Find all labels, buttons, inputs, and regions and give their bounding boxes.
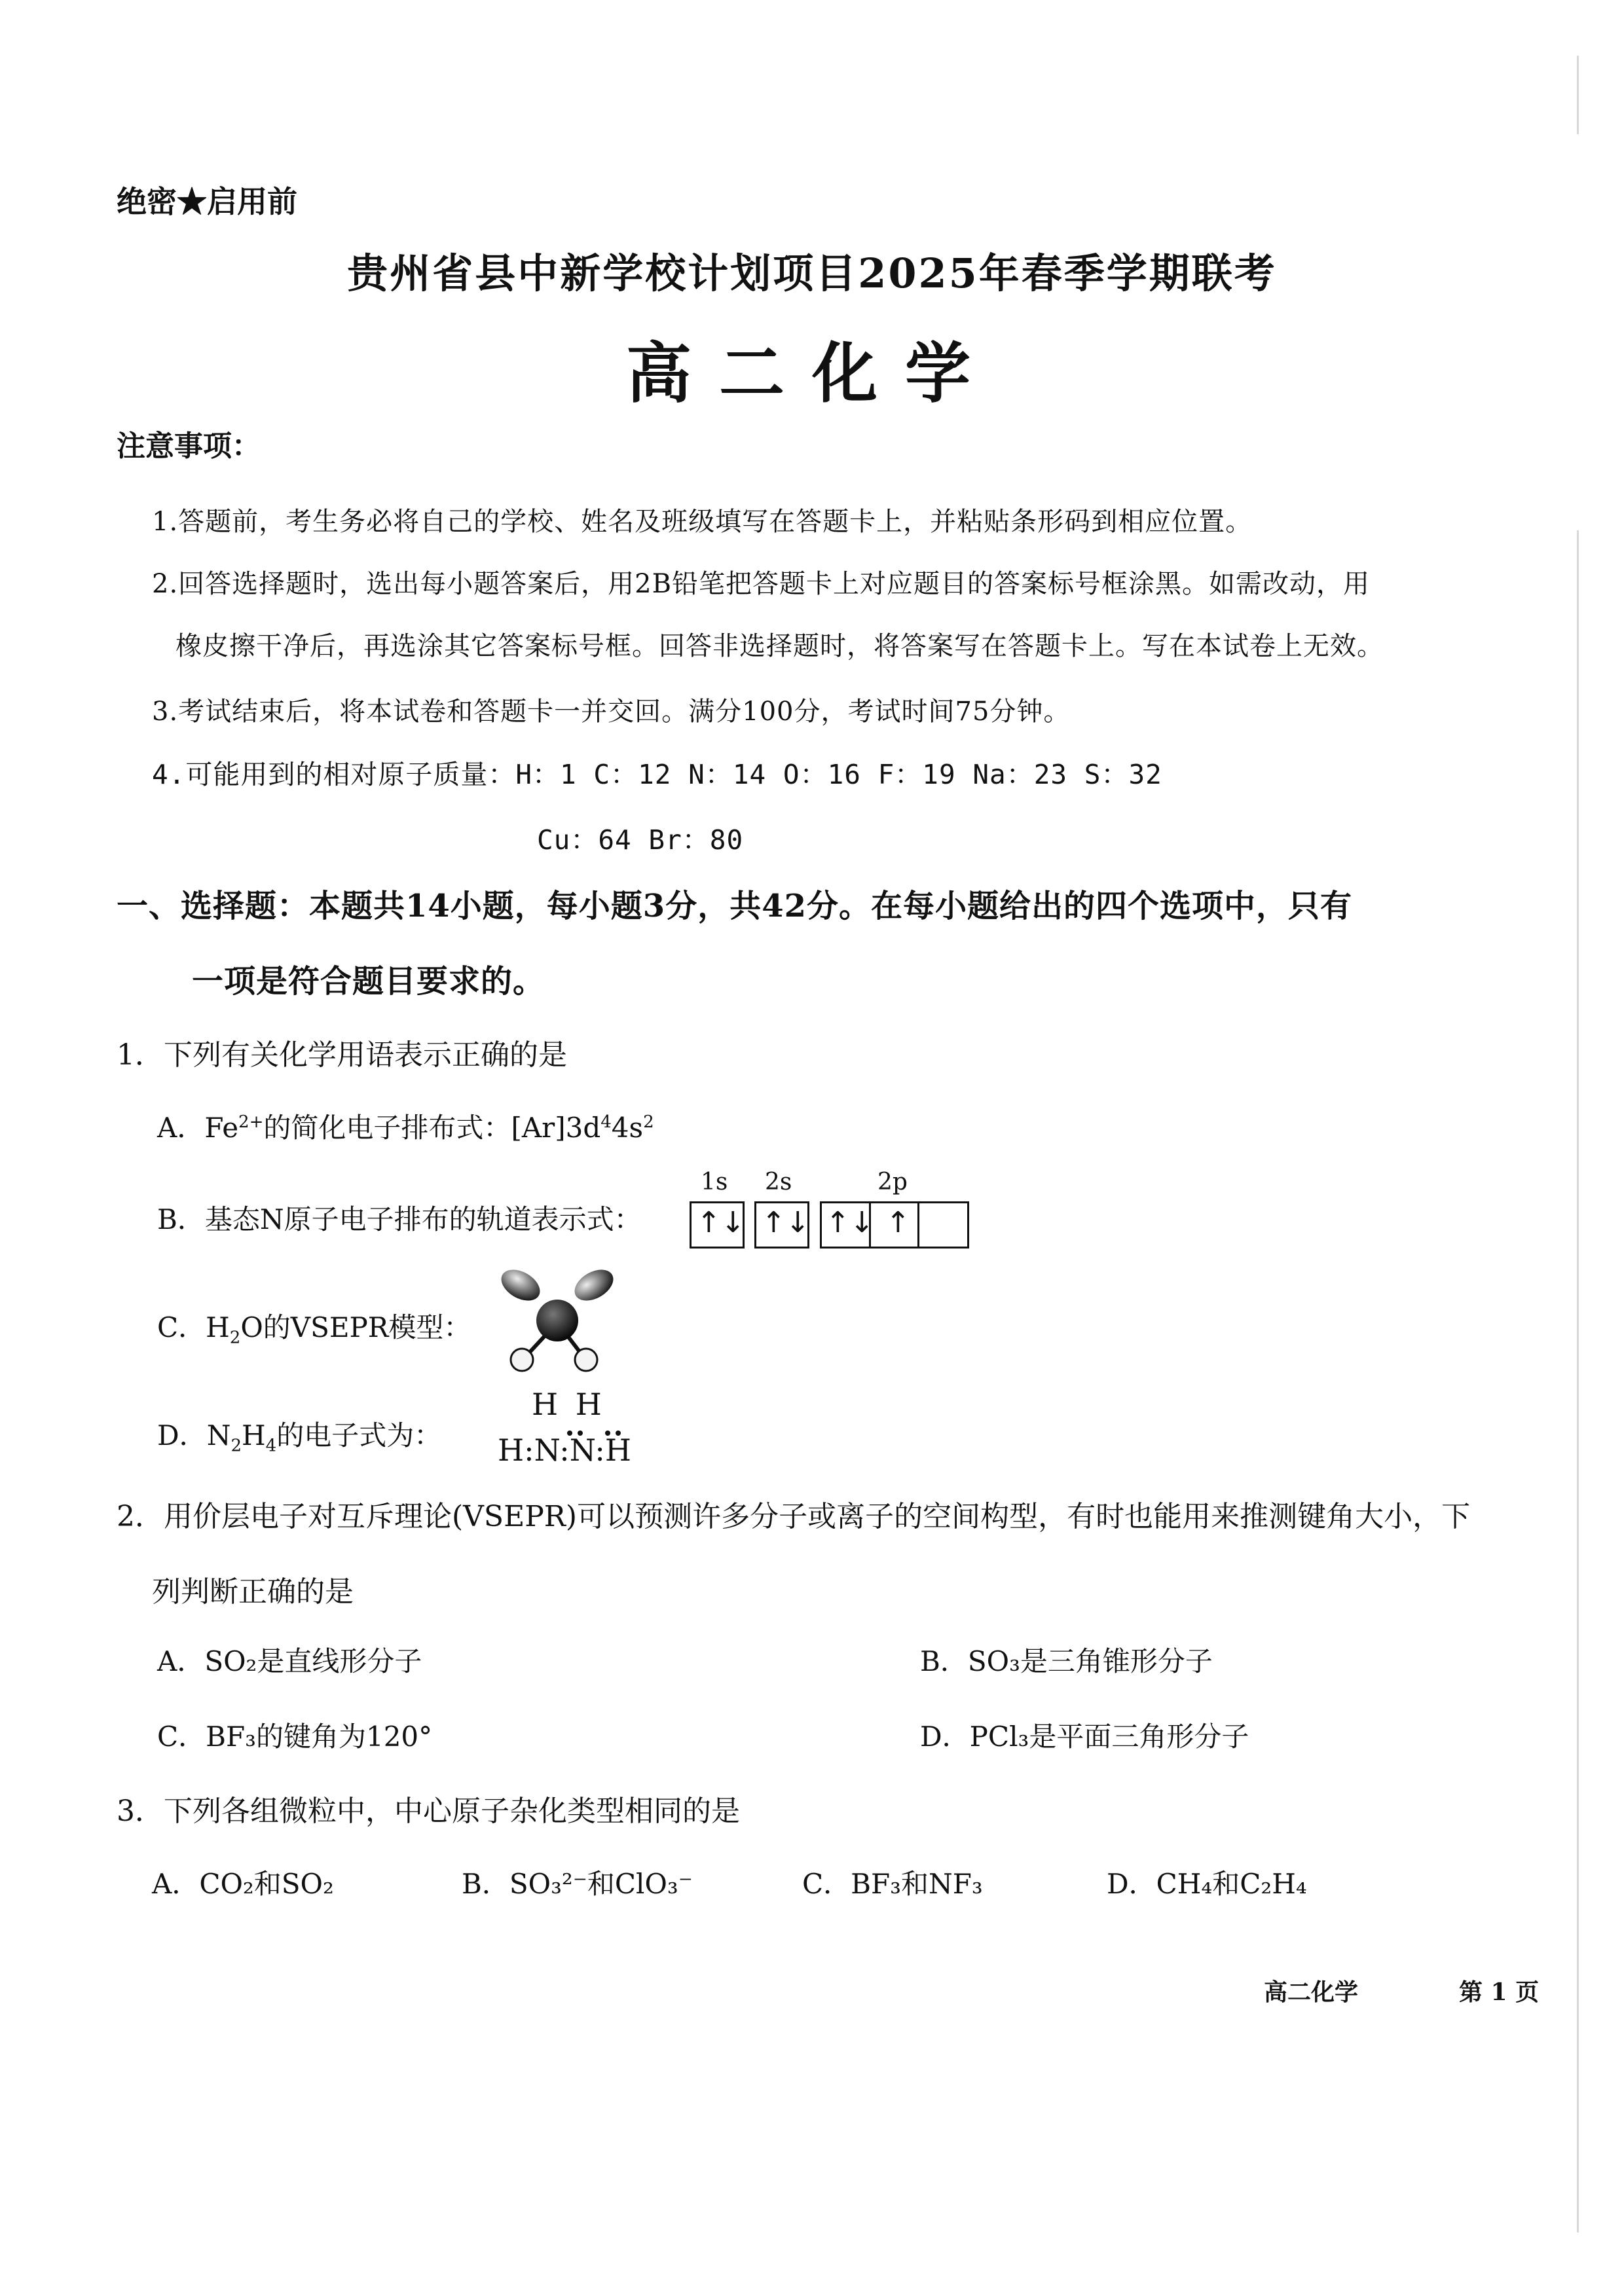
scan-edge-line-top xyxy=(1577,56,1579,134)
q1-a-charge: 2+ xyxy=(238,1112,264,1132)
q3-option-d: D．CH₄和C₂H₄ xyxy=(1107,1868,1307,1900)
page-title: 高二化学 xyxy=(626,335,998,412)
orbital-box-2p xyxy=(820,1201,969,1248)
scan-edge-line-bottom xyxy=(1577,530,1579,2232)
q3-option-a: A．CO₂和SO₂ xyxy=(152,1868,334,1900)
exam-subtitle: 贵州省县中新学校计划项目2025年春季学期联考 xyxy=(347,249,1277,297)
footer-subject: 高二化学 xyxy=(1264,1978,1359,2006)
q1-d-text: 的电子式为： xyxy=(276,1419,442,1451)
q1-a-formula-2: 4s xyxy=(611,1112,644,1144)
q1-option-a xyxy=(157,1106,654,1146)
electron-formula: H:N:N:H xyxy=(498,1432,631,1468)
q1-option-c xyxy=(157,1306,471,1347)
orbital-arrows-2p-2: ↑ xyxy=(886,1206,910,1239)
q1-d-prefix: D． xyxy=(157,1419,207,1451)
orbital-box-1s xyxy=(690,1201,745,1248)
orbital-label-2p: 2p xyxy=(877,1169,908,1195)
q1-a-sup-s: 2 xyxy=(643,1112,654,1132)
q1-a-formula: [Ar]3d xyxy=(511,1112,601,1144)
notice-item-1: 1.答题前，考生务必将自己的学校、姓名及班级填写在答题卡上，并粘贴条形码到相应位置。 xyxy=(152,507,1253,537)
electron-formula-top: H H xyxy=(532,1387,606,1422)
orbital-box-2s xyxy=(754,1201,809,1248)
q1-a-sup-d: 4 xyxy=(600,1112,612,1132)
q2-option-b: B．SO₃是三角锥形分子 xyxy=(920,1645,1213,1677)
orbital-label-1s: 1s xyxy=(701,1169,728,1195)
q1-d-n: N xyxy=(206,1419,231,1451)
section-heading: 一、选择题：本题共14小题，每小题3分，共42分。在每小题给出的四个选项中，只有 xyxy=(117,888,1352,924)
confidential-label: 绝密★启用前 xyxy=(117,184,297,219)
q3-option-c: C．BF₃和NF₃ xyxy=(802,1868,983,1900)
section-heading-cont: 一项是符合题目要求的。 xyxy=(192,963,545,1000)
q1-a-text: 的简化电子排布式： xyxy=(263,1112,511,1144)
q3-option-b: B．SO₃²⁻和ClO₃⁻ xyxy=(462,1868,693,1900)
q2-option-d: D．PCl₃是平面三角形分子 xyxy=(920,1721,1249,1753)
orbital-divider-1 xyxy=(869,1203,871,1247)
q1-c-h: H xyxy=(206,1311,230,1343)
orbital-divider-2 xyxy=(917,1203,919,1247)
notice-item-4: 4.可能用到的相对原子质量：H：1 C：12 N：14 O：16 F：19 Na：23 S：32 xyxy=(152,759,1162,790)
q1-d-sub2: 4 xyxy=(265,1436,277,1456)
orbital-arrows-2s: ↑↓ xyxy=(762,1206,810,1239)
orbital-arrows-2p-1: ↑↓ xyxy=(826,1206,874,1239)
question-2-stem-cont: 列判断正确的是 xyxy=(152,1575,354,1609)
notice-item-3: 3.考试结束后，将本试卷和答题卡一并交回。满分100分，考试时间75分钟。 xyxy=(152,697,1071,727)
q1-a-prefix: A． xyxy=(157,1112,205,1144)
q1-option-d xyxy=(157,1414,441,1455)
q1-c-text: O的VSEPR模型： xyxy=(240,1311,471,1343)
q1-d-sub1: 2 xyxy=(231,1436,242,1456)
question-1-stem: 1．下列有关化学用语表示正确的是 xyxy=(117,1038,567,1072)
orbital-arrows-1s: ↑↓ xyxy=(697,1206,745,1239)
notice-item-4-cont: Cu：64 Br：80 xyxy=(537,824,744,856)
question-3-stem: 3．下列各组微粒中，中心原子杂化类型相同的是 xyxy=(117,1795,740,1828)
q2-option-a: A．SO₂是直线形分子 xyxy=(157,1645,422,1677)
page-number: 第 1 页 xyxy=(1459,1978,1540,2006)
q1-c-sub: 2 xyxy=(229,1328,241,1348)
orbital-label-2s: 2s xyxy=(765,1169,792,1195)
notice-item-2-cont: 橡皮擦干净后，再选涂其它答案标号框。回答非选择题时，将答案写在答题卡上。写在本试卷上无效。 xyxy=(175,631,1384,661)
q1-c-prefix: C． xyxy=(157,1311,206,1343)
notice-item-2: 2.回答选择题时，选出每小题答案后，用2B铅笔把答题卡上对应题目的答案标号框涂黑。如需改动，用 xyxy=(152,569,1371,599)
q2-option-c: C．BF₃的键角为120° xyxy=(157,1721,433,1753)
notice-heading: 注意事项： xyxy=(117,429,261,463)
question-2-stem: 2．用价层电子对互斥理论(VSEPR)可以预测许多分子或离子的空间构型，有时也能用来推测键角大小，下 xyxy=(117,1500,1471,1533)
q1-option-b: B．基态N原子电子排布的轨道表示式： xyxy=(157,1203,642,1235)
q1-d-h: H xyxy=(242,1419,266,1451)
q1-a-ion: Fe xyxy=(204,1112,239,1144)
vsepr-model-image xyxy=(488,1260,632,1378)
